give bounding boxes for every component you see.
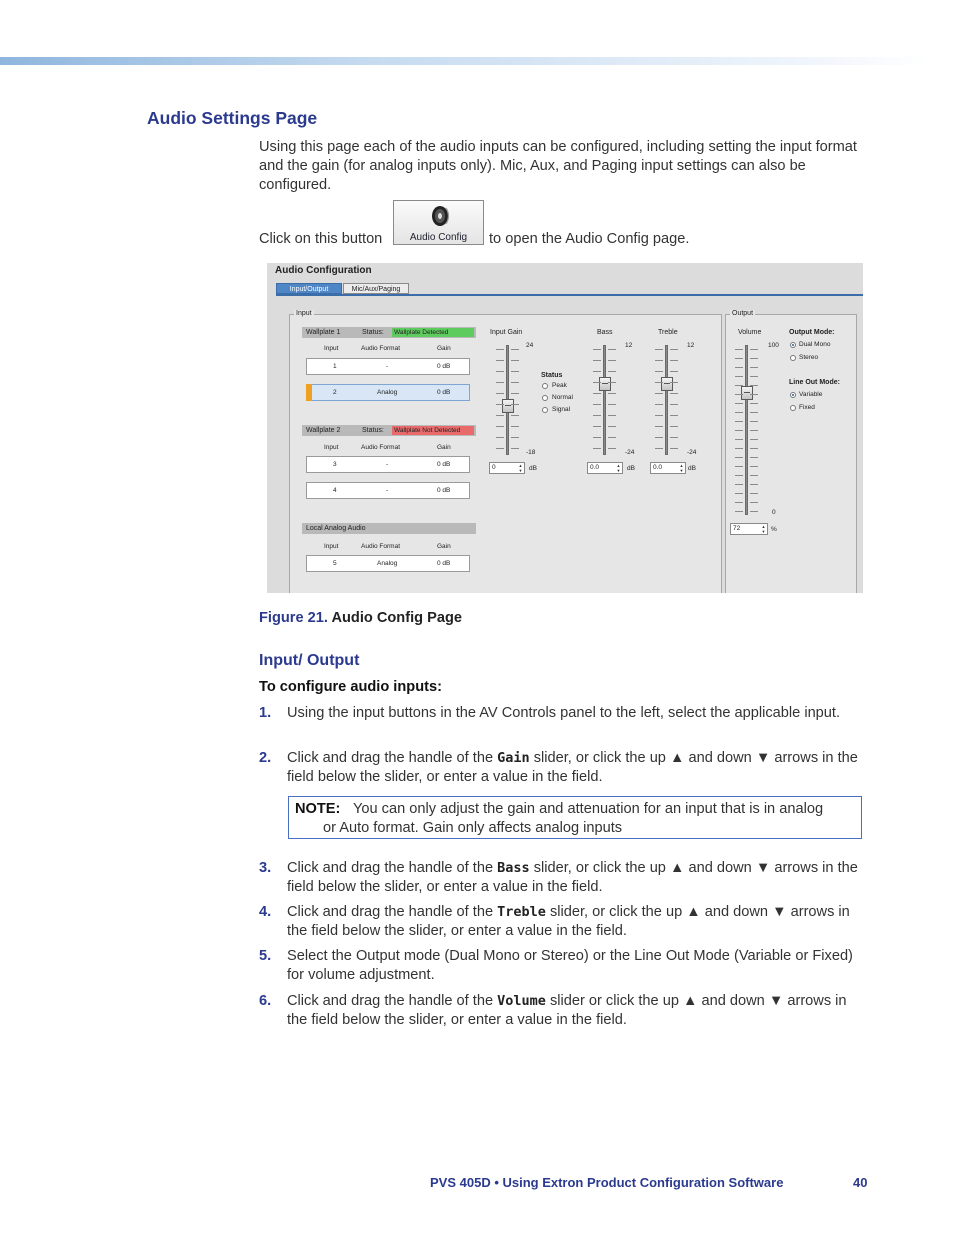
slider-tick xyxy=(750,421,758,422)
output-mode-stereo-radio[interactable] xyxy=(790,355,796,361)
col-header-audio-format: Audio Format xyxy=(361,345,401,352)
status-normal-indicator xyxy=(542,395,548,401)
treble-track xyxy=(665,345,668,455)
slider-tick xyxy=(750,484,758,485)
row-gain: 0 dB xyxy=(437,363,451,370)
step-text-pre: Click and drag the handle of the xyxy=(287,750,498,766)
row-format: Analog xyxy=(377,560,398,567)
control-name-gain: Gain xyxy=(497,750,530,766)
audio-config-button-label: Audio Config xyxy=(409,232,468,243)
slider-tick xyxy=(670,415,678,416)
tab-mic-aux-paging[interactable]: Mic/Aux/Paging xyxy=(343,283,409,294)
slider-tick xyxy=(735,412,743,413)
intro-paragraph: Using this page each of the audio inputs can be configured, including setting the input format and the gain (for analog inputs only). Mic, Aux, and Paging input settings can also be configured. xyxy=(259,139,857,193)
slider-tick xyxy=(750,376,758,377)
step-number: 1. xyxy=(259,705,272,721)
input-gain-max: 24 xyxy=(526,342,534,349)
slider-tick xyxy=(750,511,758,512)
section-title: Audio Settings Page xyxy=(147,108,318,128)
wallplate-2-name: Wallplate 2 xyxy=(306,427,341,434)
wallplate-2-header xyxy=(302,425,476,436)
col-header-audio-format: Audio Format xyxy=(361,444,401,451)
step-text-pre: Click and drag the handle of the xyxy=(287,860,498,876)
volume-handle[interactable] xyxy=(741,386,753,400)
figure-number: Figure 21. xyxy=(259,610,328,626)
slider-tick xyxy=(655,371,663,372)
slider-tick xyxy=(735,349,743,350)
slider-tick xyxy=(593,415,601,416)
input-row-1[interactable] xyxy=(306,358,470,375)
treble-label: Treble xyxy=(658,329,678,336)
figure-caption xyxy=(259,610,462,626)
input-row-4[interactable] xyxy=(306,482,470,499)
step-text-post: slider, or click the up ▲ and down ▼ arrows in the field below the slider, or enter a value in the field. xyxy=(287,750,858,785)
slider-tick xyxy=(511,371,519,372)
slider-tick xyxy=(735,448,743,449)
slider-tick xyxy=(608,393,616,394)
input-gain-value: 0 xyxy=(492,464,496,471)
slider-tick xyxy=(670,437,678,438)
row-gain: 0 dB xyxy=(437,389,451,396)
input-gain-handle[interactable] xyxy=(502,399,514,413)
slider-tick xyxy=(655,426,663,427)
step-text xyxy=(287,992,859,1030)
click-instruction-before: Click on this button xyxy=(259,231,383,247)
slider-tick xyxy=(608,415,616,416)
slider-tick xyxy=(655,415,663,416)
volume-track xyxy=(745,345,748,515)
treble-handle[interactable] xyxy=(661,377,673,391)
input-group xyxy=(289,310,722,593)
selected-marker xyxy=(306,384,312,401)
local-analog-name: Local Analog Audio xyxy=(306,525,366,532)
treble-field[interactable] xyxy=(650,462,686,474)
bass-max: 12 xyxy=(625,342,633,349)
input-row-5[interactable] xyxy=(306,555,470,572)
slider-tick xyxy=(735,502,743,503)
spin-arrows-icon[interactable]: ▲ ▼ xyxy=(616,463,621,473)
slider-tick xyxy=(670,393,678,394)
slider-tick xyxy=(496,349,504,350)
wallplate-2-status: Wallplate Not Detected xyxy=(392,426,474,435)
slider-tick xyxy=(735,466,743,467)
slider-tick xyxy=(670,404,678,405)
slider-tick xyxy=(735,484,743,485)
line-out-variable-label: Variable xyxy=(799,391,823,398)
slider-tick xyxy=(735,493,743,494)
slider-tick xyxy=(735,475,743,476)
slider-tick xyxy=(608,426,616,427)
slider-tick xyxy=(608,360,616,361)
slider-tick xyxy=(655,404,663,405)
output-mode-dual-mono-label: Dual Mono xyxy=(799,341,831,348)
step-text xyxy=(287,749,859,787)
input-gain-unit: dB xyxy=(529,465,537,472)
input-gain-field[interactable] xyxy=(489,462,525,474)
header-gradient-bar xyxy=(0,57,930,65)
volume-unit: % xyxy=(771,526,777,533)
speaker-icon xyxy=(430,204,450,228)
row-format: Analog xyxy=(377,389,398,396)
slider-tick xyxy=(670,349,678,350)
step-text-post: slider, or click the up ▲ and down ▼ arrows in the field below the slider, or enter a value in the field. xyxy=(287,904,850,939)
line-out-fixed-label: Fixed xyxy=(799,404,815,411)
bass-track xyxy=(603,345,606,455)
slider-tick xyxy=(735,439,743,440)
note-label: NOTE: xyxy=(295,801,341,817)
slider-tick xyxy=(511,426,519,427)
slider-tick xyxy=(496,404,504,405)
slider-tick xyxy=(750,403,758,404)
bass-label: Bass xyxy=(597,329,613,336)
slider-tick xyxy=(670,426,678,427)
slider-tick xyxy=(670,360,678,361)
slider-tick xyxy=(750,385,758,386)
col-header-input: Input xyxy=(324,345,339,352)
slider-tick xyxy=(496,360,504,361)
volume-label: Volume xyxy=(738,329,762,336)
control-name-treble: Treble xyxy=(497,904,546,920)
spin-arrows-icon[interactable]: ▲ ▼ xyxy=(761,524,766,534)
output-mode-label: Output Mode: xyxy=(789,329,835,336)
slider-tick xyxy=(670,448,678,449)
step-number: 6. xyxy=(259,993,272,1009)
input-gain-min: -18 xyxy=(526,449,536,456)
spin-arrows-icon[interactable]: ▲ ▼ xyxy=(518,463,523,473)
col-header-input: Input xyxy=(324,543,339,550)
slider-tick xyxy=(593,393,601,394)
output-mode-dual-mono-radio[interactable] xyxy=(790,342,796,348)
output-group-legend: Output xyxy=(732,310,754,317)
row-gain: 0 dB xyxy=(437,461,451,468)
slider-tick xyxy=(496,393,504,394)
step-text-pre: Click and drag the handle of the xyxy=(287,993,498,1009)
bass-handle[interactable] xyxy=(599,377,611,391)
slider-tick xyxy=(593,371,601,372)
subsection-title: Input/ Output xyxy=(259,652,360,669)
status-label: Status xyxy=(541,372,563,379)
slider-tick xyxy=(496,448,504,449)
audio-config-button[interactable] xyxy=(393,200,484,245)
line-out-variable-radio[interactable] xyxy=(790,392,796,398)
slider-tick xyxy=(511,382,519,383)
input-row-3[interactable] xyxy=(306,456,470,473)
slider-tick xyxy=(593,437,601,438)
treble-max: 12 xyxy=(687,342,695,349)
bass-value: 0.0 xyxy=(590,464,600,471)
step-text xyxy=(287,903,859,941)
row-input: 5 xyxy=(333,560,337,567)
input-gain-label: Input Gain xyxy=(490,329,523,336)
slider-tick xyxy=(750,493,758,494)
row-input: 4 xyxy=(333,487,337,494)
output-mode-stereo-label: Stereo xyxy=(799,354,819,361)
slider-tick xyxy=(511,415,519,416)
slider-tick xyxy=(511,393,519,394)
status-peak-indicator xyxy=(542,383,548,389)
col-header-audio-format: Audio Format xyxy=(361,543,401,550)
col-header-gain: Gain xyxy=(437,543,451,550)
slider-tick xyxy=(496,437,504,438)
row-format: - xyxy=(386,487,389,494)
spin-arrows-icon[interactable]: ▲ ▼ xyxy=(679,463,684,473)
wallplate-1-status-label: Status: xyxy=(362,329,384,336)
wallplate-1-name: Wallplate 1 xyxy=(306,329,341,336)
slider-tick xyxy=(511,448,519,449)
volume-value: 72 xyxy=(733,525,741,532)
slider-tick xyxy=(670,382,678,383)
step-text: Using the input buttons in the AV Controls panel to the left, select the applicable input. xyxy=(287,705,841,721)
slider-tick xyxy=(496,426,504,427)
slider-tick xyxy=(735,358,743,359)
slider-tick xyxy=(750,448,758,449)
col-header-input: Input xyxy=(324,444,339,451)
slider-tick xyxy=(608,404,616,405)
procedure-title: To configure audio inputs: xyxy=(259,679,442,695)
status-signal-label: Signal xyxy=(552,406,571,413)
slider-tick xyxy=(750,502,758,503)
slider-tick xyxy=(750,358,758,359)
volume-min: 0 xyxy=(772,509,776,516)
bass-min: -24 xyxy=(625,449,635,456)
tab-underline xyxy=(276,294,863,296)
row-input: 1 xyxy=(333,363,337,370)
note-text-line1: You can only adjust the gain and attenuation for an input that is in analog xyxy=(353,801,824,817)
treble-min: -24 xyxy=(687,449,697,456)
slider-tick xyxy=(735,457,743,458)
slider-tick xyxy=(750,475,758,476)
tab-input-output[interactable]: Input/Output xyxy=(276,283,342,294)
step-text xyxy=(287,859,859,897)
bass-unit: dB xyxy=(627,465,635,472)
slider-tick xyxy=(735,394,743,395)
bass-field[interactable] xyxy=(587,462,623,474)
slider-tick xyxy=(608,371,616,372)
wallplate-1-header xyxy=(302,327,476,338)
status-normal-label: Normal xyxy=(552,394,573,401)
row-input: 3 xyxy=(333,461,337,468)
row-format: - xyxy=(386,461,389,468)
slider-tick xyxy=(750,367,758,368)
status-signal-indicator xyxy=(542,407,548,413)
slider-tick xyxy=(593,382,601,383)
slider-tick xyxy=(750,349,758,350)
volume-field[interactable] xyxy=(730,523,768,535)
step-number: 2. xyxy=(259,750,272,766)
step-number: 4. xyxy=(259,904,272,920)
note-text-line2: or Auto format. Gain only affects analog inputs xyxy=(323,820,623,836)
click-instruction-after: to open the Audio Config page. xyxy=(489,231,690,247)
audio-config-screenshot xyxy=(267,263,863,593)
local-analog-header xyxy=(302,523,476,534)
slider-tick xyxy=(735,421,743,422)
slider-tick xyxy=(593,349,601,350)
treble-unit: dB xyxy=(688,465,696,472)
step-text-post: slider or click the up ▲ and down ▼ arrows in the field below the slider, or enter a value in the field. xyxy=(287,993,847,1028)
slider-tick xyxy=(608,382,616,383)
line-out-mode-label: Line Out Mode: xyxy=(789,379,840,386)
slider-tick xyxy=(511,349,519,350)
slider-tick xyxy=(608,349,616,350)
slider-tick xyxy=(750,457,758,458)
step-text-pre: Click and drag the handle of the xyxy=(287,904,498,920)
slider-tick xyxy=(593,404,601,405)
slider-tick xyxy=(593,360,601,361)
volume-max: 100 xyxy=(768,342,779,349)
input-group-legend: Input xyxy=(296,310,312,317)
slider-tick xyxy=(735,430,743,431)
col-header-gain: Gain xyxy=(437,345,451,352)
slider-tick xyxy=(735,367,743,368)
slider-tick xyxy=(735,403,743,404)
slider-tick xyxy=(735,385,743,386)
slider-tick xyxy=(670,371,678,372)
step-number: 5. xyxy=(259,948,272,964)
page-number: 40 xyxy=(853,1175,868,1190)
slider-tick xyxy=(511,437,519,438)
slider-tick xyxy=(496,415,504,416)
step-text-post: slider, or click the up ▲ and down ▼ arrows in the field below the slider, or enter a value in the field. xyxy=(287,860,858,895)
figure-caption-text: Audio Config Page xyxy=(331,610,462,626)
wallplate-2-status-label: Status: xyxy=(362,427,384,434)
col-header-gain: Gain xyxy=(437,444,451,451)
row-input: 2 xyxy=(333,389,337,396)
control-name-bass: Bass xyxy=(497,860,530,876)
line-out-fixed-radio[interactable] xyxy=(790,405,796,411)
control-name-volume: Volume xyxy=(497,993,546,1009)
slider-tick xyxy=(735,376,743,377)
slider-tick xyxy=(655,382,663,383)
step-text: Select the Output mode (Dual Mono or Stereo) or the Line Out Mode (Variable or Fixed) for volume adjustment. xyxy=(287,948,853,983)
slider-tick xyxy=(655,393,663,394)
row-format: - xyxy=(386,363,389,370)
slider-tick xyxy=(750,412,758,413)
slider-tick xyxy=(496,371,504,372)
step-number: 3. xyxy=(259,860,272,876)
output-group xyxy=(725,310,857,593)
slider-tick xyxy=(750,439,758,440)
note-box xyxy=(288,796,862,839)
slider-tick xyxy=(511,360,519,361)
slider-tick xyxy=(593,426,601,427)
slider-tick xyxy=(750,430,758,431)
wallplate-1-status: Wallplate Detected xyxy=(392,328,474,337)
footer-title: PVS 405D • Using Extron Product Configuration Software xyxy=(430,1175,784,1190)
slider-tick xyxy=(655,437,663,438)
row-gain: 0 dB xyxy=(437,560,451,567)
slider-tick xyxy=(496,382,504,383)
slider-tick xyxy=(655,349,663,350)
slider-tick xyxy=(750,394,758,395)
slider-tick xyxy=(655,360,663,361)
slider-tick xyxy=(511,404,519,405)
screenshot-title: Audio Configuration xyxy=(275,265,372,276)
treble-value: 0.0 xyxy=(653,464,663,471)
slider-tick xyxy=(608,437,616,438)
slider-tick xyxy=(593,448,601,449)
status-peak-label: Peak xyxy=(552,382,567,389)
input-row-2[interactable] xyxy=(306,384,470,401)
slider-tick xyxy=(608,448,616,449)
slider-tick xyxy=(750,466,758,467)
slider-tick xyxy=(735,511,743,512)
row-gain: 0 dB xyxy=(437,487,451,494)
slider-tick xyxy=(655,448,663,449)
